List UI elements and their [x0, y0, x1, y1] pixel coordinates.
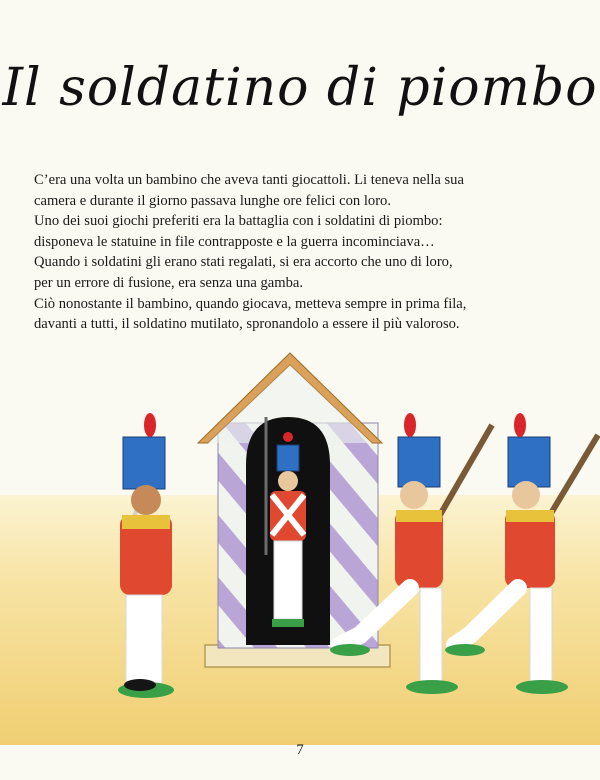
story-line: disponeva le statuine in file contrapposte e la guerra incominciava…: [34, 233, 435, 250]
story-line: per un errore di fusione, era senza una gamba.: [34, 274, 304, 291]
story-line: Ciò nonostante il bambino, quando giocava, metteva sempre in prima fila,: [34, 295, 467, 312]
story-line: davanti a tutti, il soldatino mutilato, spronandolo a essere il più valoroso.: [34, 316, 460, 333]
page-title: Il soldatino di piombo: [2, 58, 598, 118]
page-number: 7: [296, 742, 304, 758]
story-line: camera e durante il giorno passava lunghe ore felici con loro.: [34, 192, 391, 209]
story-line: Uno dei suoi giochi preferiti era la battaglia con i soldatini di piombo:: [34, 213, 443, 230]
story-line: Quando i soldatini gli erano stati regalati, si era accorto che uno di loro,: [34, 254, 453, 271]
story-text: [34, 170, 574, 335]
story-line: C’era una volta un bambino che aveva tanti giocattoli. Li teneva nella sua: [34, 172, 464, 188]
toy-soldiers-illustration: [0, 345, 600, 745]
